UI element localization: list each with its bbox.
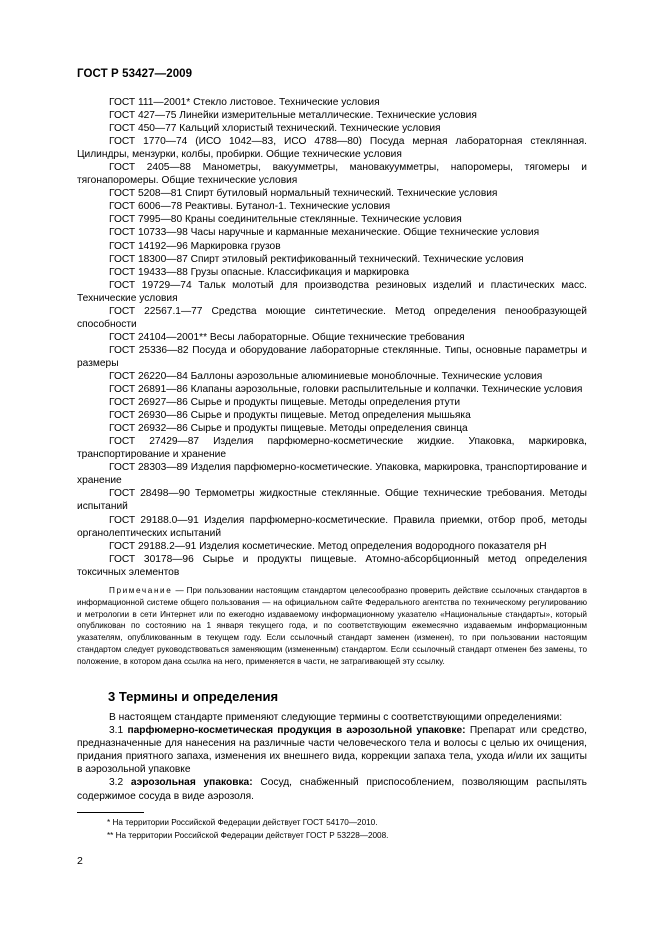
reference-item: ГОСТ 18300—87 Спирт этиловый ректификованный технический. Технические условия bbox=[109, 253, 524, 265]
page-number: 2 bbox=[77, 855, 83, 867]
term-definition bbox=[77, 776, 587, 802]
reference-item: ГОСТ 10733—98 Часы наручные и карманные механические. Общие технические условия bbox=[109, 227, 540, 239]
reference-item: ГОСТ 1770—74 (ИСО 1042—83, ИСО 4788—80) Посуда мерная лабораторная стеклянная. Цилиндры, мензурки, колбы, пробирки. Общие технические условия bbox=[77, 136, 587, 161]
note-block bbox=[77, 585, 587, 668]
reference-item: ГОСТ 29188.0—91 Изделия парфюмерно-косметические. Правила приемки, отбор проб, методы органолептических испытаний bbox=[77, 514, 587, 539]
reference-item: ГОСТ 6006—78 Реактивы. Бутанол-1. Технические условия bbox=[109, 201, 391, 213]
reference-item: ГОСТ 26930—86 Сырье и продукты пищевые. Метод определения мышьяка bbox=[109, 410, 471, 422]
section-body bbox=[77, 711, 587, 803]
reference-item: ГОСТ 111—2001* Стекло листовое. Технические условия bbox=[109, 97, 380, 108]
reference-item: ГОСТ 28498—90 Термометры жидкостные стеклянные. Общие технические требования. Методы испытаний bbox=[77, 488, 587, 513]
reference-item: ГОСТ 24104—2001** Весы лабораторные. Общие технические требования bbox=[109, 331, 465, 343]
reference-item: ГОСТ 14192—96 Маркировка грузов bbox=[109, 240, 281, 252]
reference-item: ГОСТ 19729—74 Тальк молотый для производства резиновых изделий и пластических масс. Технические условия bbox=[77, 279, 587, 304]
footnotes bbox=[77, 817, 587, 842]
reference-item: ГОСТ 26891—86 Клапаны аэрозольные, головки распылительные и колпачки. Технические условия bbox=[109, 384, 583, 396]
footnote: * На территории Российской Федерации действует ГОСТ 54170—2010. bbox=[107, 818, 378, 827]
reference-item: ГОСТ 28303—89 Изделия парфюмерно-косметические. Упаковка, маркировка, транспортирование и хранение bbox=[77, 462, 587, 487]
note-label: Примечание bbox=[109, 586, 173, 595]
term-text: Сосуд, снабженный приспособлением, позволяющим распылять содержимое сосуда в виде аэрозоля. bbox=[77, 777, 587, 802]
reference-item: ГОСТ 22567.1—77 Средства моющие синтетические. Метод определения пенообразующей способности bbox=[77, 305, 587, 330]
reference-item: ГОСТ 450—77 Кальций хлористый технический. Технические условия bbox=[109, 123, 441, 135]
term-name: парфюмерно-косметическая продукция в аэрозольной упаковке: bbox=[127, 725, 466, 737]
term-definition bbox=[77, 724, 587, 776]
reference-item: ГОСТ 25336—82 Посуда и оборудование лабораторные стеклянные. Типы, основные параметры и размеры bbox=[77, 344, 587, 369]
term-number: 3.2 bbox=[109, 777, 124, 789]
reference-item: ГОСТ 427—75 Линейки измерительные металлические. Технические условия bbox=[109, 110, 477, 122]
footnote-divider bbox=[77, 812, 144, 813]
reference-item: ГОСТ 29188.2—91 Изделия косметические. Метод определения водородного показателя рН bbox=[109, 540, 547, 552]
reference-item: ГОСТ 19433—88 Грузы опасные. Классификация и маркировка bbox=[109, 266, 410, 278]
reference-item: ГОСТ 5208—81 Спирт бутиловый нормальный технический. Технические условия bbox=[109, 188, 498, 200]
reference-item: ГОСТ 26932—86 Сырье и продукты пищевые. Методы определения свинца bbox=[109, 423, 468, 435]
term-name: аэрозольная упаковка: bbox=[130, 777, 253, 789]
note-paragraph bbox=[77, 585, 587, 668]
section-intro: В настоящем стандарте применяют следующие термины с соответствующими определениями: bbox=[109, 712, 563, 723]
section-title: 3 Термины и определения bbox=[108, 689, 279, 704]
normative-references-list bbox=[77, 96, 587, 579]
term-text: Препарат или средство, предназначенные для нанесения на различные части человеческого тела и волосы с целью их очищения, придания приятного запаха, изменения их внешнего вида, коррекции запаха тела, ухода и/или их защиты в аэрозольной упаковке bbox=[77, 725, 587, 776]
document-header: ГОСТ Р 53427—2009 bbox=[77, 68, 193, 80]
reference-item: ГОСТ 26927—86 Сырье и продукты пищевые. Методы определения ртути bbox=[109, 397, 461, 409]
note-text: — При пользовании настоящим стандартом целесообразно проверить действие ссылочных стандартов в информационной системе общего пользования — на официальном сайте Федерального агентства по техническому регулированию и метрологии в сети Интернет или по ежегодно издаваемому информационному указателю «Национальные стандарты», который опубликован по состоянию на 1 января текущего года, и по соответствующим ежемесячно издаваемым информационным указателям, опубликованным в текущем году. Если ссылочный стандарт заменен (изменен), то при пользовании настоящим стандартом следует руководствоваться заменяющим (измененным) стандартом. Если ссылочный стандарт отменен без замены, то положение, в котором дана ссылка на него, применяется в части, не затрагивающей эту ссылку. bbox=[77, 586, 587, 666]
footnote: ** На территории Российской Федерации действует ГОСТ Р 53228—2008. bbox=[107, 830, 389, 840]
reference-item: ГОСТ 26220—84 Баллоны аэрозольные алюминиевые моноблочные. Технические условия bbox=[109, 370, 543, 382]
reference-item: ГОСТ 27429—87 Изделия парфюмерно-косметические жидкие. Упаковка, маркировка, транспортирование и хранение bbox=[77, 436, 587, 461]
reference-item: ГОСТ 30178—96 Сырье и продукты пищевые. Атомно-абсорбционный метод определения токсичных элементов bbox=[77, 553, 587, 578]
reference-item: ГОСТ 2405—88 Манометры, вакуумметры, мановакуумметры, напоромеры, тягомеры и тягонапоромеры. Общие технические условия bbox=[77, 162, 587, 187]
term-number: 3.1 bbox=[109, 725, 124, 737]
reference-item: ГОСТ 7995—80 Краны соединительные стеклянные. Технические условия bbox=[109, 214, 462, 226]
